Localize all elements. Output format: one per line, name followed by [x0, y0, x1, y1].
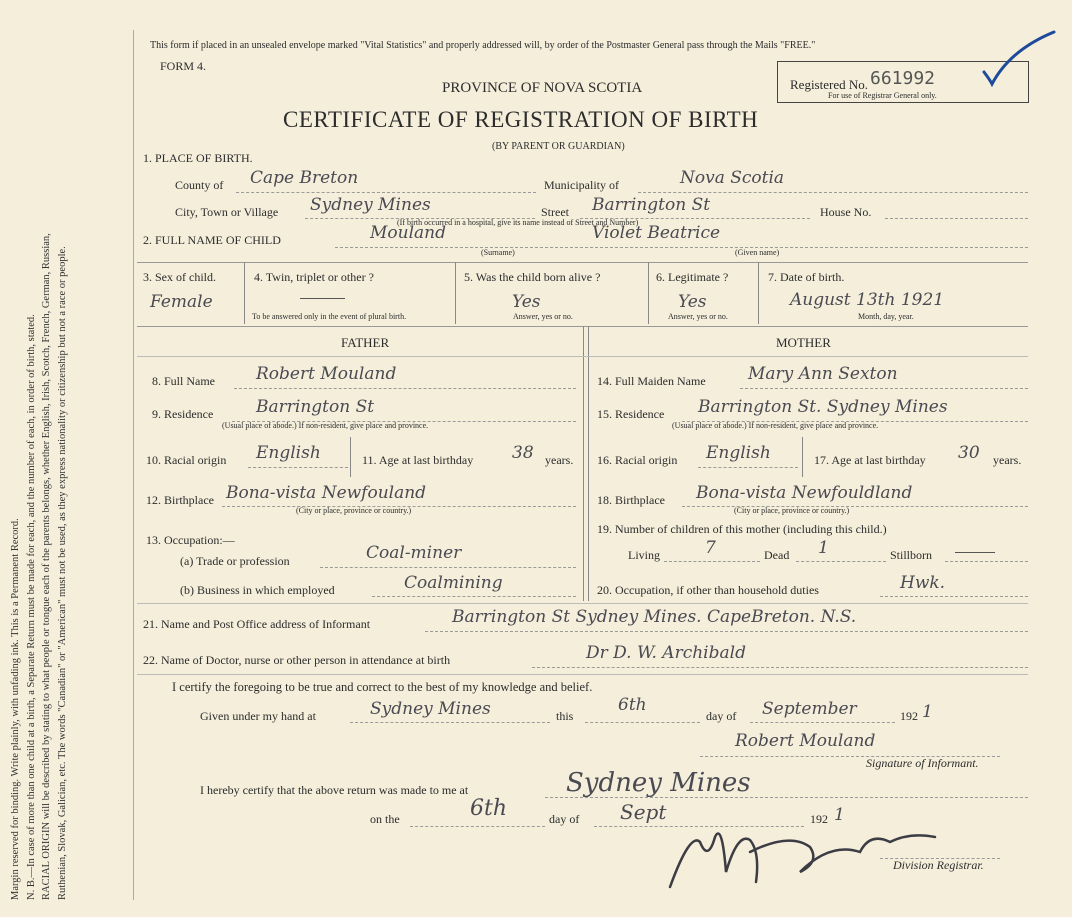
margin-note: Ruthenian, Slovak, Galician, etc. The words "Canadian" or "American" must not be used, as they express nationality or citizenship but not a race or people. [56, 246, 68, 900]
margin-note: Margin reserved for binding. Write plainly, with unfading ink. This is a Permanent Record. [10, 518, 21, 900]
check-mark-icon [980, 30, 1060, 90]
division-registrar-caption: Division Registrar. [893, 858, 984, 872]
margin-notes [8, 20, 70, 900]
certify-day-value: 6th [618, 695, 647, 715]
certify-statement: I certify the foregoing to be true and correct to the best of my knowledge and belief. [172, 680, 593, 694]
dob-label: 7. Date of birth. [768, 270, 845, 284]
father-residence-label: 9. Residence [152, 407, 214, 421]
father-residence-value: Barrington St [256, 397, 375, 417]
municipality-value: Nova Scotia [680, 168, 785, 188]
registrar-year-suffix: 1 [834, 805, 845, 825]
mother-name-value: Mary Ann Sexton [748, 364, 898, 384]
father-racial-value: English [256, 443, 321, 463]
legitimate-label: 6. Legitimate ? [656, 270, 729, 284]
given-place-value: Sydney Mines [370, 699, 491, 719]
sex-label: 3. Sex of child. [143, 270, 216, 284]
this-label: this [556, 709, 574, 723]
mother-years: years. [993, 453, 1022, 467]
city-label: City, Town or Village [175, 205, 279, 219]
certify-day-of-label: day of [706, 709, 737, 723]
living-label: Living [628, 548, 660, 562]
father-trade-value: Coal-miner [366, 543, 462, 563]
registrar-day-of-label: day of [549, 812, 580, 826]
father-birthplace-value: Bona-vista Newfouland [226, 483, 427, 503]
father-residence-note: (Usual place of abode.) If non-resident, give place and province. [222, 421, 429, 430]
mother-racial-value: English [706, 443, 771, 463]
hospital-note: (If birth occurred in a hospital, give its name instead of Street and Number) [397, 218, 639, 227]
legitimate-value: Yes [678, 292, 707, 312]
registrar-year-prefix: 192 [810, 812, 828, 826]
mother-occupation-label: 20. Occupation, if other than household duties [597, 583, 819, 597]
registrar-note: For use of Registrar General only. [828, 91, 937, 100]
province-heading: PROVINCE OF NOVA SCOTIA [442, 80, 643, 96]
informant-signature: Robert Mouland [735, 731, 876, 751]
registrar-day-value: 6th [470, 796, 508, 821]
father-trade-label: (a) Trade or profession [180, 554, 290, 568]
registrar-place-value: Sydney Mines [566, 768, 751, 798]
certify-year-suffix: 1 [922, 702, 933, 722]
child-surname-value: Mouland [370, 223, 446, 243]
stillborn-label: Stillborn [890, 548, 933, 562]
form-number: FORM 4. [160, 59, 207, 73]
informant-value: Barrington St Sydney Mines. CapeBreton. N.S. [452, 607, 857, 627]
child-given-value: Violet Beatrice [592, 223, 721, 243]
father-years: years. [545, 453, 574, 467]
legitimate-note: Answer, yes or no. [668, 312, 728, 321]
margin-note: N. B.—In case of more than one child at a birth, a Separate Return must be made for each, and the number of each, in order of birth, stated. [25, 314, 37, 900]
sex-value: Female [150, 292, 213, 312]
informant-label: 21. Name and Post Office address of Informant [143, 617, 371, 631]
father-business-label: (b) Business in which employed [180, 583, 335, 597]
mother-residence-value: Barrington St. Sydney Mines [698, 397, 948, 417]
alive-label: 5. Was the child born alive ? [464, 270, 601, 284]
mother-birthplace-note: (City or place, province or country.) [734, 506, 850, 515]
given-name-caption: (Given name) [735, 248, 780, 257]
mother-age-label: 17. Age at last birthday [814, 453, 926, 467]
living-value: 7 [705, 538, 716, 558]
father-age-value: 38 [512, 443, 534, 463]
certificate-subtitle: (BY PARENT OR GUARDIAN) [492, 141, 625, 152]
father-racial-label: 10. Racial origin [146, 453, 227, 467]
registrar-statement: I hereby certify that the above return was made to me at [200, 783, 469, 797]
dead-label: Dead [764, 548, 790, 562]
on-the-label: on the [370, 812, 400, 826]
municipality-label: Municipality of [544, 178, 619, 192]
mother-birthplace-label: 18. Birthplace [597, 493, 665, 507]
mail-note: This form if placed in an unsealed envelope marked "Vital Statistics" and properly addressed will, by order of the Postmaster General pass through the Mails "FREE." [150, 40, 816, 51]
registered-label: Registered No. [790, 77, 868, 92]
county-label: County of [175, 178, 224, 192]
father-name-label: 8. Full Name [152, 374, 215, 388]
father-name-value: Robert Mouland [256, 364, 397, 384]
street-label: Street [541, 205, 569, 219]
given-label: Given under my hand at [200, 709, 316, 723]
mother-birthplace-value: Bona-vista Newfouldland [696, 483, 913, 503]
mother-occupation-value: Hwk. [900, 573, 946, 593]
mother-residence-note: (Usual place of abode.) If non-resident, give place and province. [672, 421, 879, 430]
dead-value: 1 [818, 538, 829, 558]
father-age-label: 11. Age at last birthday [362, 453, 474, 467]
twin-label: 4. Twin, triplet or other ? [254, 270, 374, 284]
doctor-value: Dr D. W. Archibald [586, 643, 746, 663]
father-business-value: Coalmining [404, 573, 503, 593]
certify-year-prefix: 192 [900, 709, 918, 723]
father-occupation-label: 13. Occupation:— [146, 533, 235, 547]
certificate-title: CERTIFICATE OF REGISTRATION OF BIRTH [283, 107, 759, 132]
father-heading: FATHER [341, 335, 390, 350]
registered-number: 661992 [870, 68, 936, 89]
county-value: Cape Breton [250, 168, 359, 188]
margin-note: RACIAL ORIGIN will be described by stating to what people or tongue each of the parents belongs, whether English, Irish, Scotch, French, German, Russian, [41, 233, 52, 900]
mother-children-label: 19. Number of children of this mother (including this child.) [597, 522, 887, 536]
certify-month-value: September [762, 699, 857, 719]
mother-name-label: 14. Full Maiden Name [597, 374, 706, 388]
dob-note: Month, day, year. [858, 312, 914, 321]
father-birthplace-note: (City or place, province or country.) [296, 506, 412, 515]
dob-value: August 13th 1921 [790, 290, 945, 310]
binding-margin-line [133, 30, 134, 900]
twin-note: To be answered only in the event of plural birth. [252, 312, 407, 321]
father-birthplace-label: 12. Birthplace [146, 493, 214, 507]
mother-racial-label: 16. Racial origin [597, 453, 678, 467]
city-value: Sydney Mines [310, 195, 431, 215]
surname-caption: (Surname) [481, 248, 515, 257]
place-of-birth-label: 1. PLACE OF BIRTH. [143, 151, 253, 165]
house-label: House No. [820, 205, 872, 219]
doctor-label: 22. Name of Doctor, nurse or other person in attendance at birth [143, 653, 451, 667]
alive-note: Answer, yes or no. [513, 312, 573, 321]
mother-residence-label: 15. Residence [597, 407, 665, 421]
street-value: Barrington St [592, 195, 711, 215]
signature-caption: Signature of Informant. [866, 756, 979, 770]
registrar-month-value: Sept [620, 800, 667, 824]
child-name-label: 2. FULL NAME OF CHILD [143, 233, 281, 247]
mother-heading: MOTHER [776, 335, 831, 350]
mother-age-value: 30 [958, 443, 980, 463]
registrar-signature-icon [660, 812, 950, 898]
alive-value: Yes [512, 292, 541, 312]
